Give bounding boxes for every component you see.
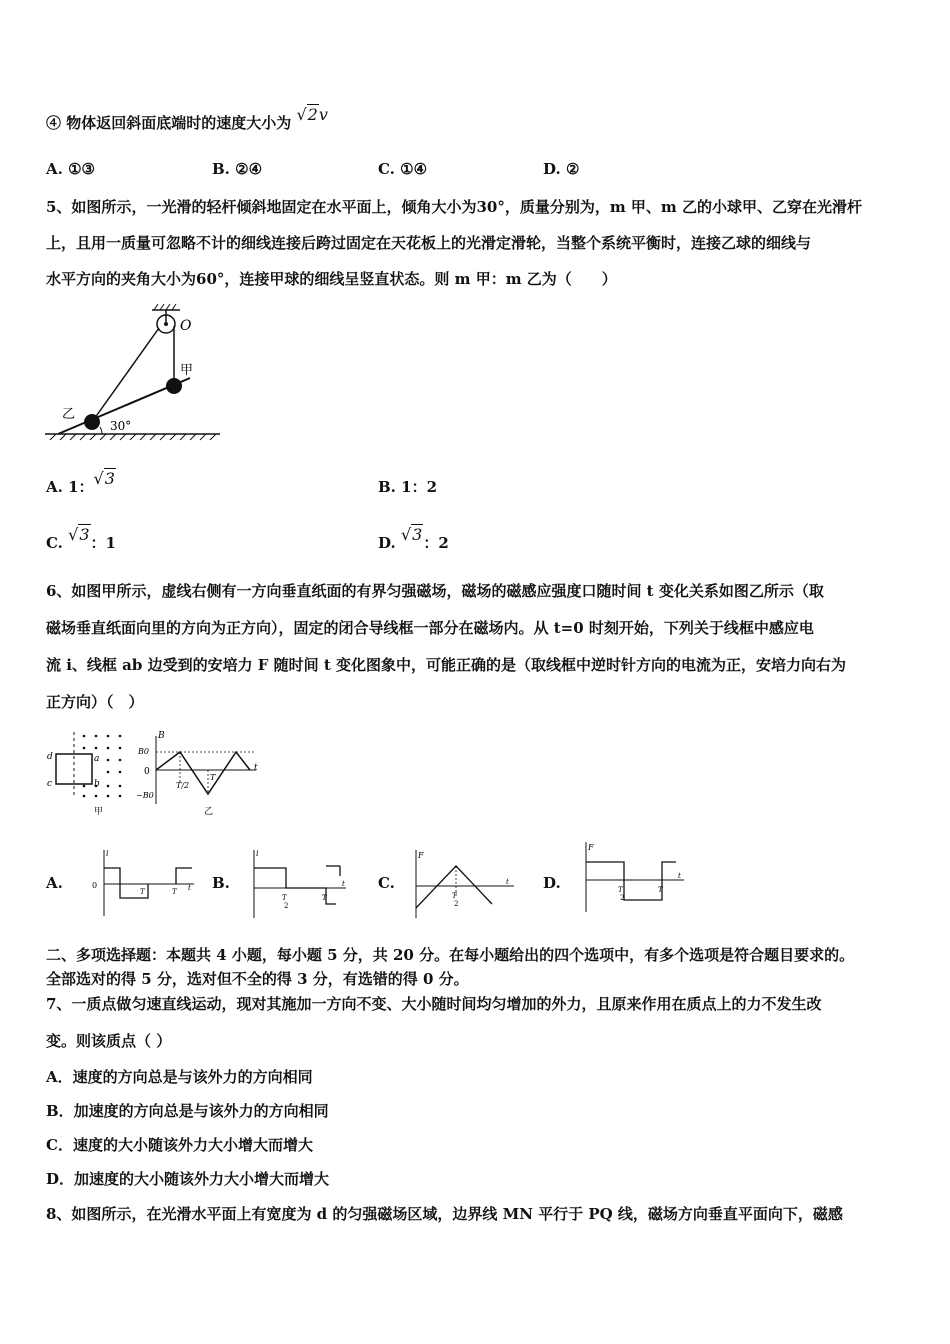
q4-item4-text: ④ 物体返回斜面底端时的速度大小为 <box>46 114 292 132</box>
svg-text:d: d <box>47 752 53 762</box>
q4-option-c[interactable]: C. ①④ <box>378 160 428 178</box>
svg-text:c: c <box>47 779 53 789</box>
q6-figure-jia <box>44 728 134 818</box>
q5-option-c[interactable]: C. √3：1 <box>46 525 116 552</box>
q5-stem-line1: 5、如图所示，一光滑的轻杆倾斜地固定在水平面上，倾角大小为30°，质量分别为，m 甲、m 乙的小球甲、乙穿在光滑杆 <box>46 198 863 216</box>
svg-text:a: a <box>94 754 100 764</box>
q8-stem-line1: 8、如图所示，在光滑水平面上有宽度为 d 的匀强磁场区域，边界线 MN 平行于 PQ 线，磁场方向垂直平面向下，磁感 <box>46 1205 843 1223</box>
svg-text:T: T <box>140 888 145 896</box>
q4-item4 <box>46 105 910 134</box>
ball-jia <box>166 378 182 394</box>
q4-option-b[interactable]: B. ②④ <box>212 160 263 178</box>
svg-text:2: 2 <box>454 900 459 908</box>
q7-option-a[interactable]: A．速度的方向总是与该外力的方向相同 <box>46 1068 313 1086</box>
q5-option-d[interactable]: D. √3：2 <box>378 525 449 552</box>
svg-text:T: T <box>452 892 457 900</box>
sqrt-2v: √2v <box>296 105 328 124</box>
q5-option-b[interactable]: B. 1：2 <box>378 478 438 496</box>
q6-option-c-label[interactable]: C. <box>378 874 395 892</box>
q6-stem-line1: 6、如图甲所示，虚线右侧有一方向垂直纸面的有界匀强磁场，磁场的磁感应强度口随时间 t 变化关系如图乙所示（取 <box>46 582 824 600</box>
svg-text:i: i <box>256 849 259 858</box>
q6-stem-line4: 正方向）（ ） <box>46 693 144 711</box>
svg-text:0: 0 <box>144 767 150 777</box>
q6-option-a-graph[interactable] <box>88 846 198 920</box>
q6-stem-line2: 磁场垂直纸面向里的方向为正方向），固定的闭合导线框一部分在磁场内。从 t=0 时刻开始，下列关于线框中感应电 <box>46 619 814 637</box>
svg-text:T: T <box>210 773 216 782</box>
q5-option-a[interactable]: A. 1：√3 <box>46 469 115 496</box>
label-o: O <box>180 318 192 334</box>
q6-option-b-label[interactable]: B. <box>212 874 230 892</box>
label-yi: 乙 <box>62 407 76 422</box>
svg-text:乙: 乙 <box>204 807 214 817</box>
q4-option-d[interactable]: D. ② <box>543 160 580 178</box>
section2-line2: 全部选对的得 5 分，选对但不全的得 3 分，有选错的得 0 分。 <box>46 970 469 988</box>
svg-text:T/2: T/2 <box>176 781 190 790</box>
q5-figure <box>40 302 230 447</box>
q7-option-d[interactable]: D．加速度的大小随该外力大小增大而增大 <box>46 1170 330 1188</box>
q6-option-b-graph[interactable] <box>240 846 350 920</box>
q6-option-d-graph[interactable] <box>574 840 690 916</box>
svg-text:2: 2 <box>284 902 289 910</box>
ball-yi <box>84 414 100 430</box>
svg-text:T: T <box>618 886 623 894</box>
section2-line1: 二、多项选择题：本题共 4 小题，每小题 5 分，共 20 分。在每小题给出的四个选项中，有多个选项是符合题目要求的。 <box>46 946 855 964</box>
svg-text:t: t <box>254 763 258 773</box>
svg-text:T: T <box>658 886 663 894</box>
svg-text:F: F <box>588 843 594 852</box>
svg-text:B0: B0 <box>138 747 149 756</box>
svg-text:0: 0 <box>92 881 98 890</box>
q4-option-a[interactable]: A. ①③ <box>46 160 96 178</box>
svg-text:2: 2 <box>620 894 625 902</box>
svg-text:T: T <box>282 894 287 902</box>
q6-stem-line3: 流 i、线框 ab 边受到的安培力 F 随时间 t 变化图象中，可能正确的是（取线框中逆时针方向的电流为正，安培力向右为 <box>46 656 847 674</box>
svg-text:F: F <box>418 851 424 860</box>
q7-stem-line2: 变。则该质点（ ） <box>46 1032 172 1050</box>
q6-option-c-graph[interactable] <box>402 846 522 920</box>
svg-text:B: B <box>158 731 165 741</box>
q5-stem-line3: 水平方向的夹角大小为60°，连接甲球的细线呈竖直状态。则 m 甲：m 乙为（ ） <box>46 270 617 288</box>
q5-stem-line2: 上，且用一质量可忽略不计的细线连接后跨过固定在天花板上的光滑定滑轮，当整个系统平衡时，连接乙球的细线与 <box>46 234 812 252</box>
svg-text:t: t <box>506 878 509 886</box>
svg-text:t: t <box>342 880 345 888</box>
svg-text:−B0: −B0 <box>136 791 154 800</box>
svg-text:t: t <box>678 872 681 880</box>
svg-text:i: i <box>106 849 109 858</box>
svg-text:b: b <box>94 779 100 789</box>
label-jia: 甲 <box>180 363 194 378</box>
q6-figure-yi <box>136 728 266 820</box>
q7-option-c[interactable]: C．速度的大小随该外力大小增大而增大 <box>46 1136 313 1154</box>
svg-text:T: T <box>322 894 327 902</box>
label-angle: 30° <box>110 419 132 433</box>
svg-text:甲: 甲 <box>94 807 104 817</box>
svg-text:T: T <box>172 888 177 896</box>
q6-option-a-label[interactable]: A. <box>46 874 63 892</box>
q7-option-b[interactable]: B．加速度的方向总是与该外力的方向相同 <box>46 1102 329 1120</box>
q7-stem-line1: 7、一质点做匀速直线运动，现对其施加一方向不变、大小随时间均匀增加的外力，且原来作用在质点上的力不发生改 <box>46 995 822 1013</box>
q6-option-d-label[interactable]: D. <box>543 874 561 892</box>
svg-text:t: t <box>188 884 191 892</box>
